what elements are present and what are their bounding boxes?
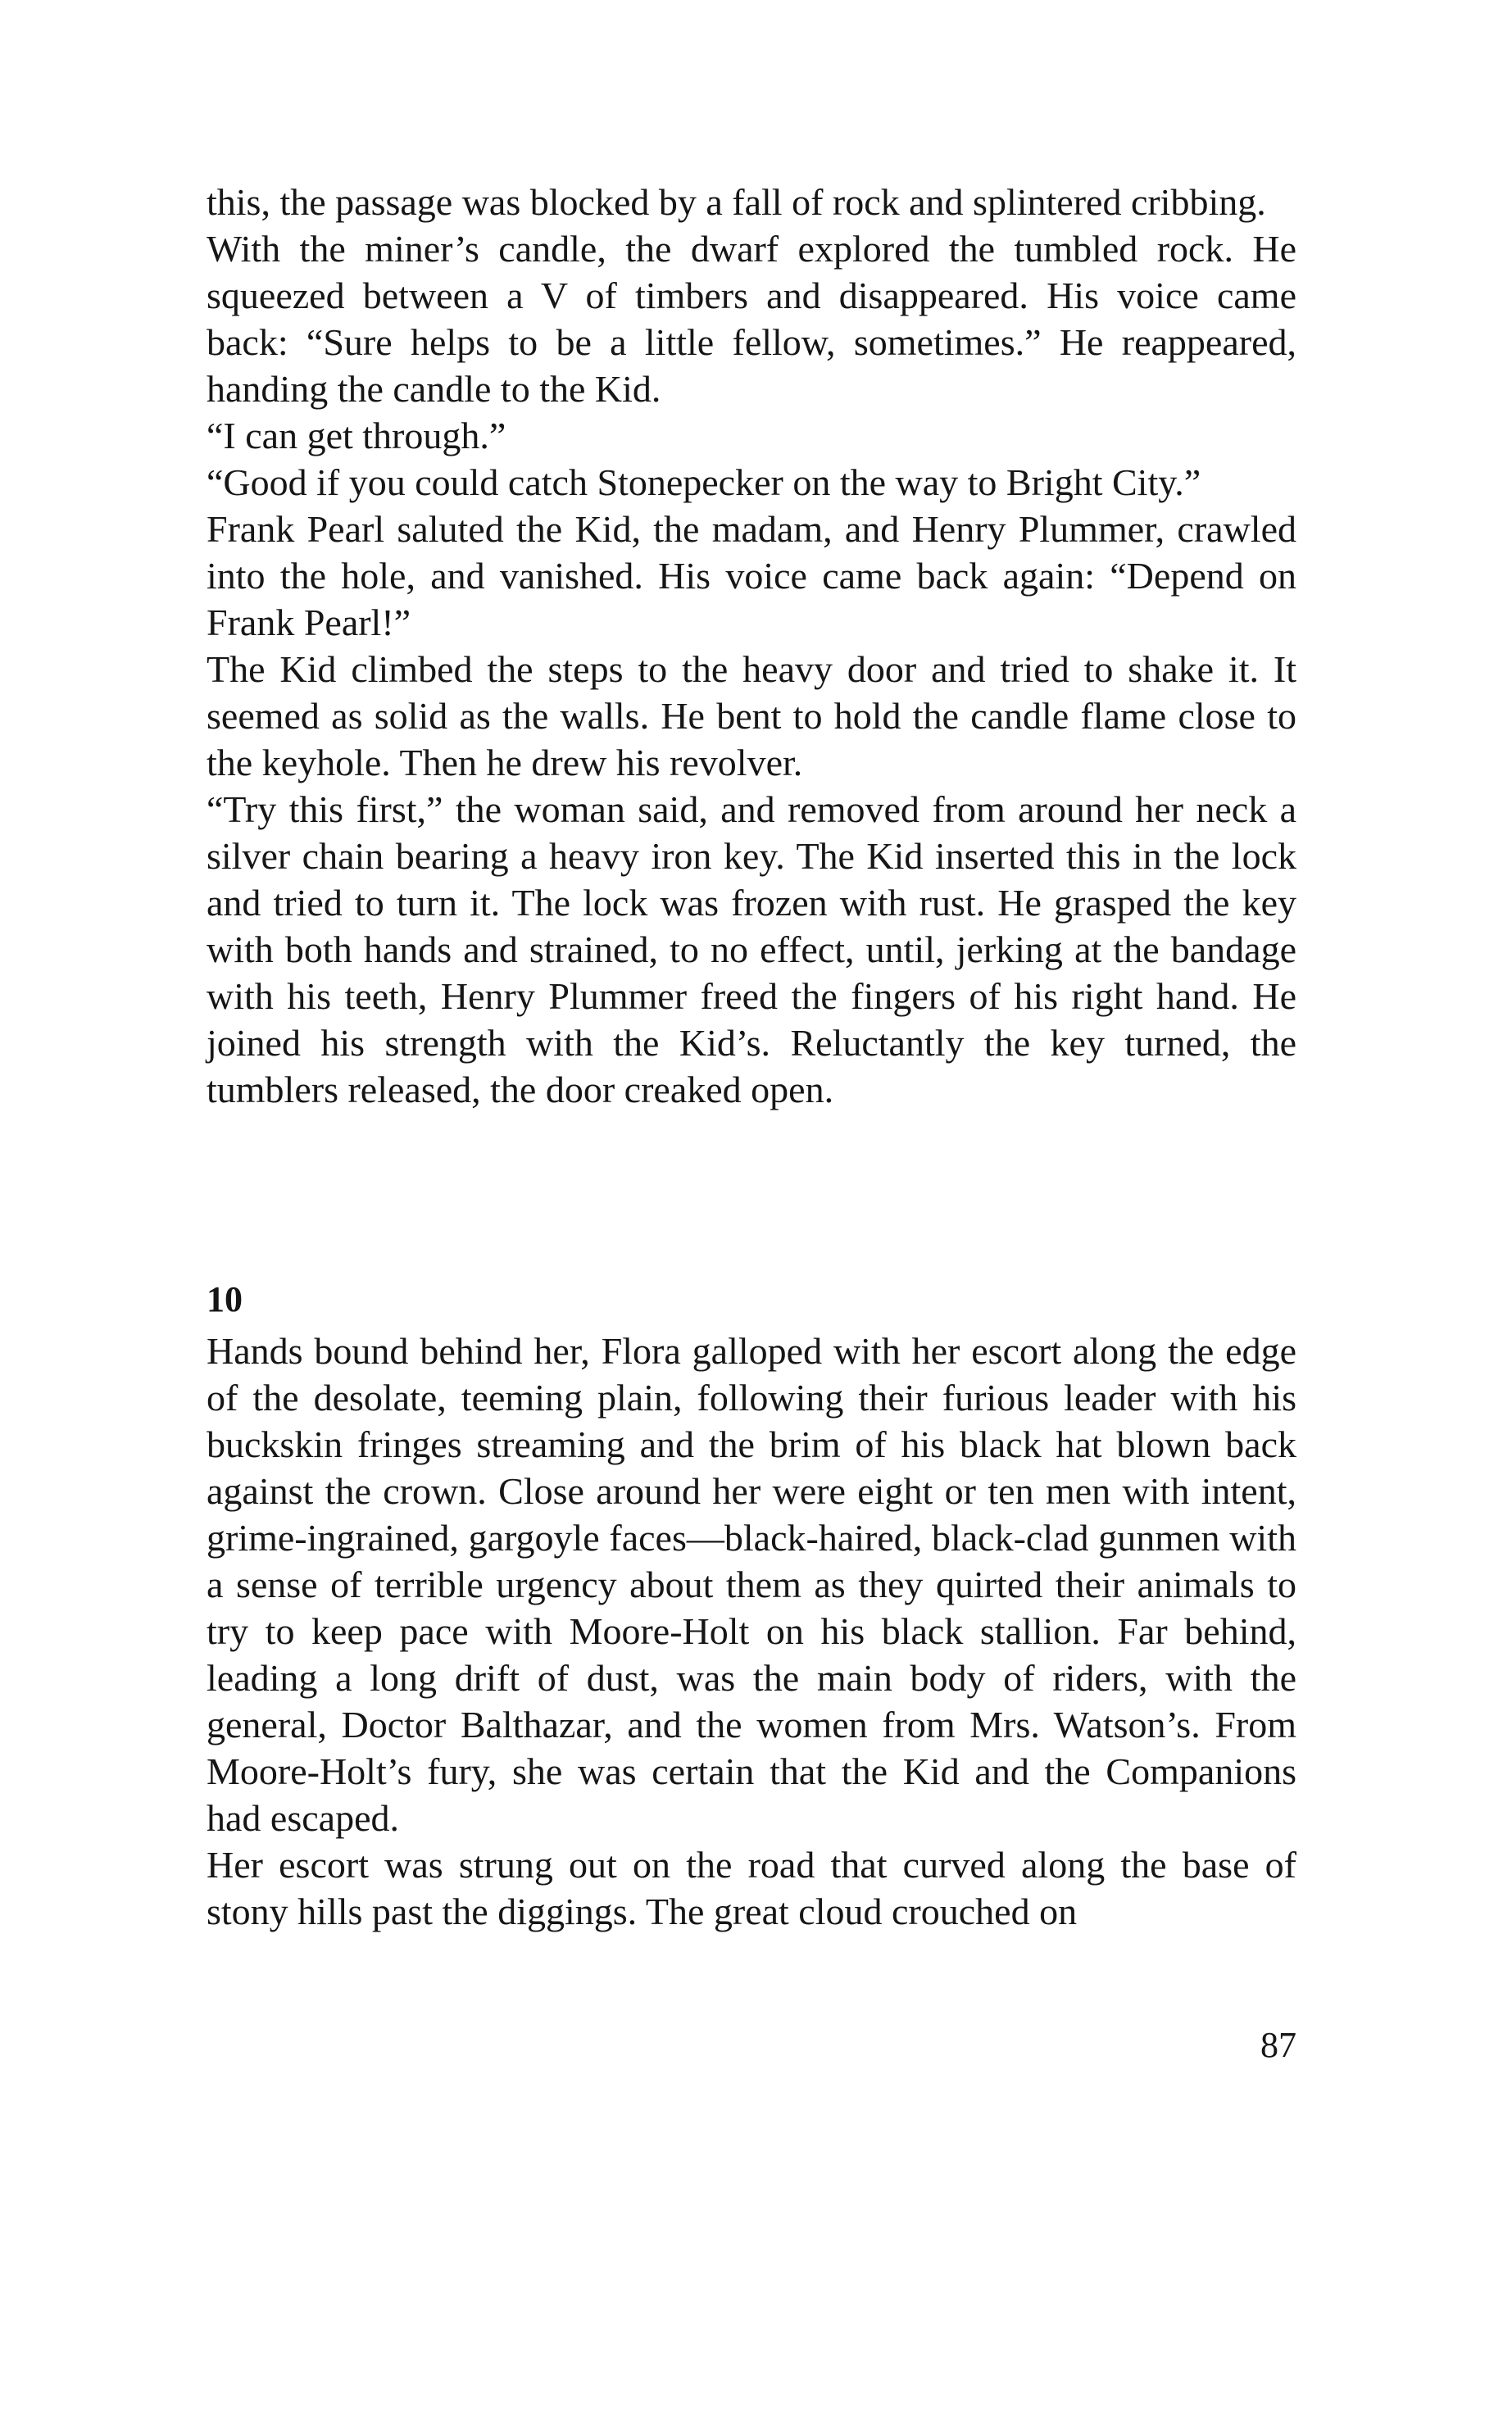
- chapter-number: 10: [207, 1279, 243, 1319]
- text-block-top: [207, 179, 1296, 1113]
- paragraph: With the miner’s candle, the dwarf explored the tumbled rock. He squeezed between a V of timbers and disappeared. His voice came back: “Sure helps to be a little fellow, sometimes.” He reappeared, handing the candle to the Kid.: [207, 228, 1296, 410]
- paragraph: Frank Pearl saluted the Kid, the madam, and Henry Plummer, crawled into the hole, and vanished. His voice came back again: “Depend on Frank Pearl!”: [207, 508, 1296, 643]
- paragraph: Her escort was strung out on the road that curved along the base of stony hills past the diggings. The great cloud crouched on: [207, 1844, 1296, 1932]
- paragraph: “Good if you could catch Stonepecker on the way to Bright City.”: [207, 461, 1201, 503]
- paragraph: The Kid climbed the steps to the heavy door and tried to shake it. It seemed as solid as the walls. He bent to hold the candle flame close to the keyhole. Then he drew his revolver.: [207, 648, 1296, 783]
- text-block-bottom: [207, 1328, 1296, 1935]
- page-number: 87: [1260, 2025, 1296, 2065]
- paragraph: this, the passage was blocked by a fall of rock and splintered cribbing.: [207, 181, 1266, 223]
- paragraph: Hands bound behind her, Flora galloped with her escort along the edge of the desolate, teeming plain, following their furious leader with his buckskin fringes streaming and the brim of his black hat blown back against the crown. Close around her were eight or ten men with intent, grime-ingrained, gargoyle faces—black-haired, black-clad gunmen with a sense of terrible urgency about them as they quirted their animals to try to keep pace with Moore-Holt on his black stallion. Far behind, leading a long drift of dust, was the main body of riders, with the general, Doctor Balthazar, and the women from Mrs. Watson’s. From Moore-Holt’s fury, she was certain that the Kid and the Companions had escaped.: [207, 1330, 1296, 1839]
- paragraph: “I can get through.”: [207, 415, 506, 456]
- paragraph: “Try this first,” the woman said, and removed from around her neck a silver chain bearing a heavy iron key. The Kid inserted this in the lock and tried to turn it. The lock was frozen with rust. He grasped the key with both hands and strained, to no effect, until, jerking at the bandage with his teeth, Henry Plummer freed the fingers of his right hand. He joined his strength with the Kid’s. Reluctantly the key turned, the tumblers released, the door creaked open.: [207, 788, 1296, 1110]
